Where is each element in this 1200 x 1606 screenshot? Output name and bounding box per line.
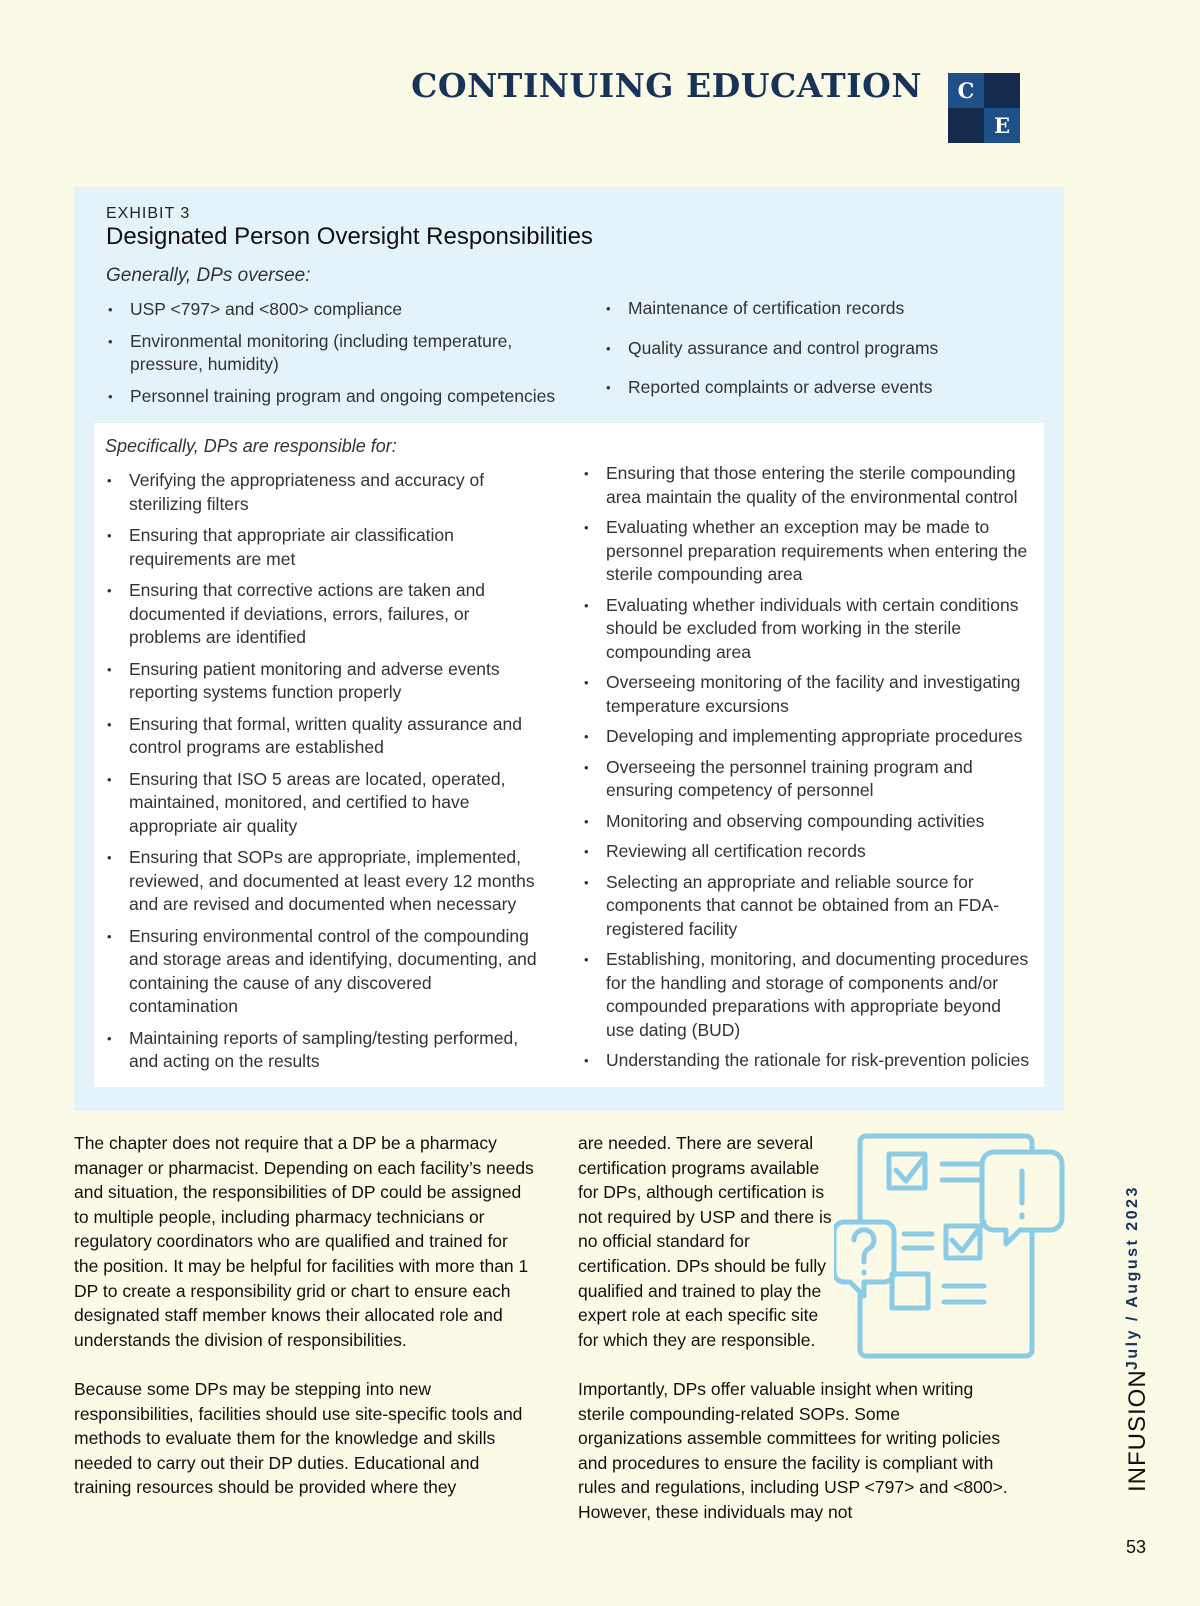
ce-logo-block (948, 108, 984, 143)
ce-logo-block (984, 73, 1020, 108)
issue-date: July / August 2023 (1124, 1185, 1141, 1370)
page-number: 53 (1126, 1537, 1147, 1557)
list-item: • Evaluating whether individuals with certain conditions should be excluded from working in the sterile compounding area (582, 594, 1032, 665)
specific-heading: Specifically, DPs are responsible for: (105, 436, 397, 456)
list-item: • Understanding the rationale for risk-prevention policies (582, 1049, 1032, 1073)
body-column-left (74, 1131, 536, 1525)
ce-logo (948, 73, 1020, 143)
list-item: • Ensuring that corrective actions are taken and documented if deviations, errors, failures, or problems are identified (105, 579, 545, 650)
list-item: • Environmental monitoring (including temperature, pressure, humidity) (106, 330, 556, 377)
body-paragraph: Because some DPs may be stepping into new responsibilities, facilities should use site-specific tools and methods to evaluate them for the knowledge and skills needed to carry out their DP duties. Educational and training resources should be provided where they (74, 1378, 523, 1498)
list-item: • Ensuring that ISO 5 areas are located, operated, maintained, monitored, and certified to have appropriate air quality (105, 768, 545, 839)
list-item: • Selecting an appropriate and reliable source for components that cannot be obtained from an FDA-registered facility (582, 871, 1032, 942)
list-item: • Evaluating whether an exception may be made to personnel preparation requirements when entering the sterile compounding area (582, 516, 1032, 587)
magazine-brand: INFUSION (1124, 1369, 1151, 1492)
list-item: • Overseeing the personnel training program and ensuring competency of personnel (582, 756, 1032, 803)
list-item: • Ensuring that formal, written quality assurance and control programs are established (105, 713, 545, 760)
exhibit-box (74, 187, 1064, 1111)
list-item: • Verifying the appropriateness and accuracy of sterilizing filters (105, 469, 545, 516)
ce-logo-letter-c: C (948, 73, 984, 108)
general-list-left (106, 298, 556, 416)
list-item: • Ensuring that appropriate air classification requirements are met (105, 524, 545, 571)
list-item: • Overseeing monitoring of the facility and investigating temperature excursions (582, 671, 1032, 718)
list-item: • Quality assurance and control programs (604, 337, 1044, 361)
exhibit-label: EXHIBIT 3 (106, 205, 191, 222)
exhibit-title: Designated Person Oversight Responsibilities (106, 223, 593, 250)
list-item: • USP <797> and <800> compliance (106, 298, 556, 322)
list-item: • Monitoring and observing compounding activities (582, 810, 1032, 834)
list-item: • Developing and implementing appropriate procedures (582, 725, 1032, 749)
body-paragraph: Importantly, DPs offer valuable insight when writing sterile compounding-related SOPs. Some organizations assemble committees for writing policies and procedures to ensure the facility is compliant with rules and regulations, including USP <797> and <800>. However, these individuals may not (578, 1378, 1008, 1522)
list-item: • Reviewing all certification records (582, 840, 1032, 864)
specific-panel (94, 423, 1044, 1087)
general-heading: Generally, DPs oversee: (106, 265, 311, 286)
ce-logo-letter-e: E (984, 108, 1020, 143)
list-item: • Ensuring environmental control of the compounding and storage areas and identifying, documenting, and containing the cause of any discovered contamination (105, 925, 545, 1019)
page-section-title: CONTINUING EDUCATION (411, 66, 922, 105)
list-item: • Ensuring that those entering the sterile compounding area maintain the quality of the environmental control (582, 462, 1032, 509)
list-item: • Personnel training program and ongoing competencies (106, 385, 556, 409)
body-paragraph: The chapter does not require that a DP be a pharmacy manager or pharmacist. Depending on each facility’s needs and situation, the responsibilities of DP could be assigned to multiple people, including pharmacy technicians or regulatory coordinators who are qualified and trained for the position. It may be helpful for facilities with more than 1 DP to create a responsibility grid or chart to ensure each designated staff member knows their allocated role and understands the division of responsibilities. (74, 1133, 534, 1350)
general-list-right (604, 297, 1044, 416)
list-item: • Ensuring patient monitoring and adverse events reporting systems function properly (105, 658, 545, 705)
list-item: • Reported complaints or adverse events (604, 376, 1044, 400)
list-item: • Ensuring that SOPs are appropriate, implemented, reviewed, and documented at least every 12 months and are revised and documented when necessary (105, 846, 545, 917)
list-item: • Maintenance of certification records (604, 297, 1044, 321)
checklist-illustration-icon (834, 1126, 1104, 1372)
list-item: • Establishing, monitoring, and documenting procedures for the handling and storage of components and/or compounded preparations with appropriate beyond use dating (BUD) (582, 948, 1032, 1042)
specific-list-right (582, 462, 1032, 1080)
list-item: • Maintaining reports of sampling/testing performed, and acting on the results (105, 1027, 545, 1074)
specific-list-left (105, 469, 545, 1082)
body-paragraph: are needed. There are several certification programs available for DPs, although certification is not required by USP and there is no official standard for certification. DPs should be fully qualified and trained to play the expert role at each specific site for which they are responsible. (578, 1133, 832, 1350)
